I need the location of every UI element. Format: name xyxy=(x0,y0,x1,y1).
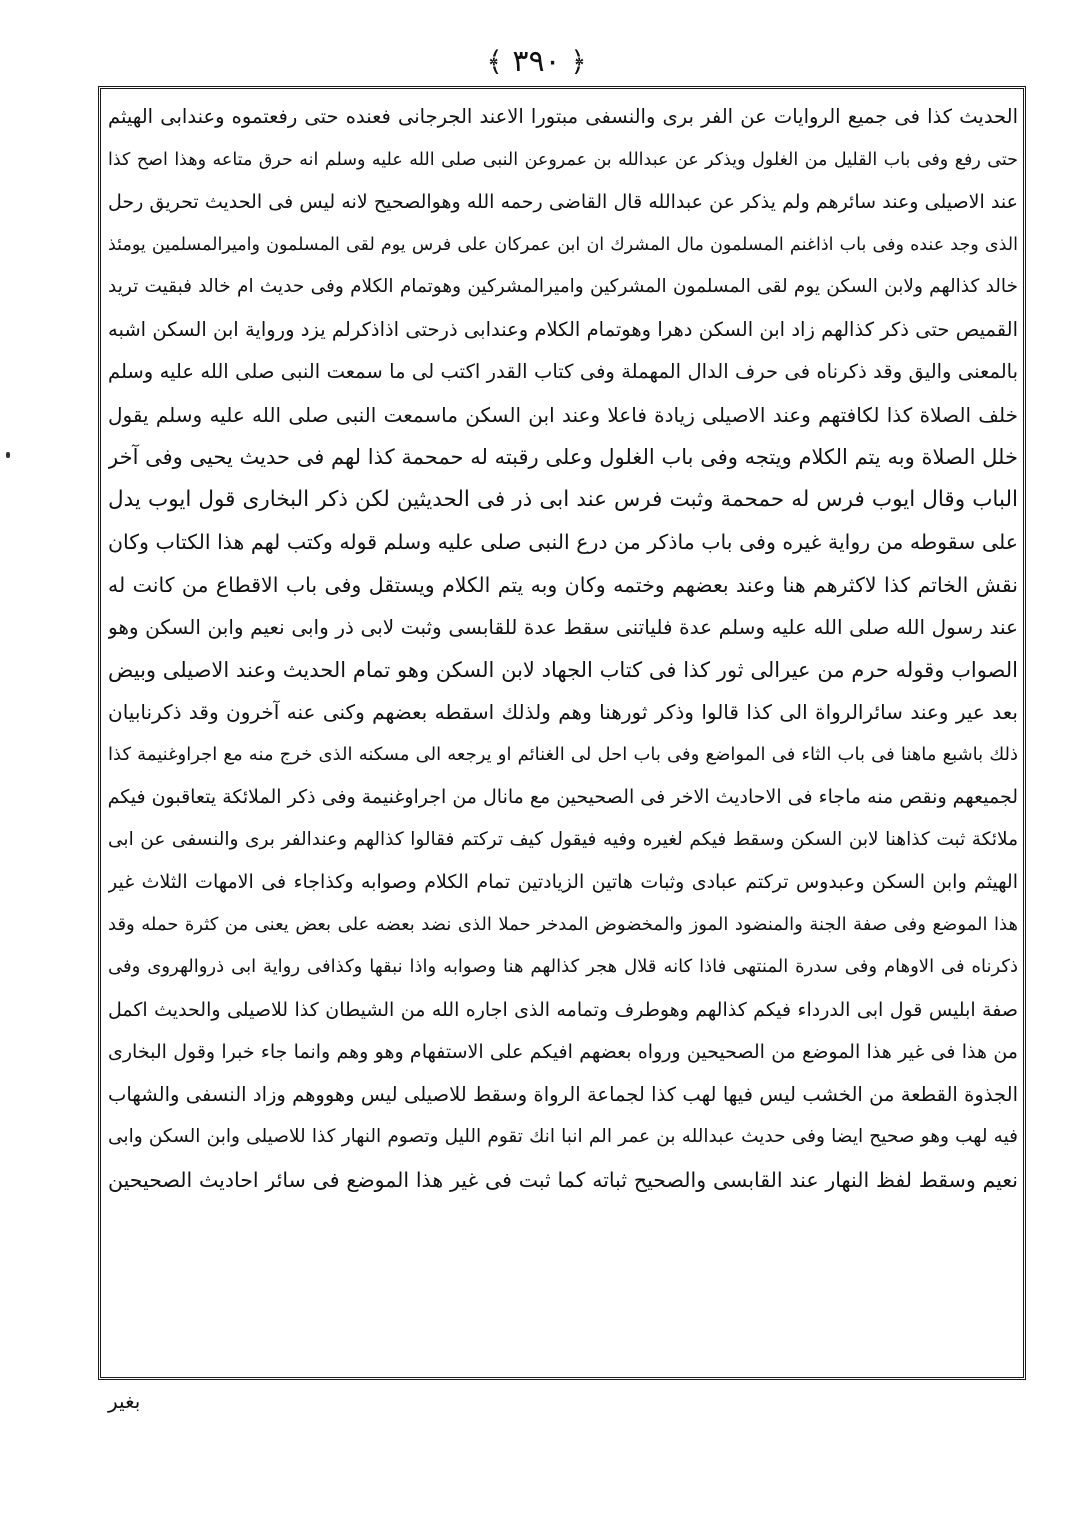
text-line: صفة ابليس قول ابى الدرداء فيكم كذالهم وهوطرف وتمامه الذى اجاره الله من الشيطان كذا للاصيلى والحديث اكمل xyxy=(108,998,1018,1021)
margin-mark xyxy=(6,452,10,458)
page-number-brace-close: ﴾ xyxy=(486,45,503,78)
text-line: عند رسول الله صلى الله عليه وسلم عدة فلياتنى سقط عدة للقابسى وثبت لابى ذر وابى نعيم وابن السكن وهو xyxy=(108,615,1018,639)
text-line: ذلك باشبع ماهنا فى باب الثاء فى المواضع وفى باب احل لى الغنائم او يرجعه الى مسكنه الذى خرج منه مع اجراوغنيمة كذا xyxy=(108,743,1018,765)
text-line: الباب وقال ايوب فرس له حمحمة وثبت فرس عند ابى ذر فى الحديثين لكن ذكر البخارى قول ايوب يدل xyxy=(108,486,1018,512)
text-line: نقش الخاتم كذا لاكثرهم هنا وعند بعضهم وختمه وكان وبه يتم الكلام ويستقل وفى باب الاقطاع من كانت له xyxy=(108,572,1018,597)
text-line: ذكرناه فى الاوهام وفى سدرة المنتهى فاذا كانه قلال هجر كذالهم هنا وصوابه واذا نبقها وكذافى رواية ابى ذروالهروى وفى xyxy=(108,956,1018,977)
text-line: الهيثم وابن السكن وعبدوس تركتم عبادى وثبات هاتين الزيادتين تمام الكلام وصوابه وكذاجاء فى الامهات الثلاث غير xyxy=(108,871,1018,893)
text-line: عند الاصيلى وعند سائرهم ولم يذكر عن عبدالله قال القاضى رحمه الله وهوالصحيح لانه ليس فى الحديث تحريق رحل xyxy=(108,191,1018,213)
text-line: خلف الصلاة كذا لكافتهم وعند الاصيلى زيادة فاعلا وعند ابن السكن ماسمعت النبى صلى الله عليه وسلم يقول xyxy=(108,402,1018,427)
page-number-value: ۳۹۰ xyxy=(512,44,561,79)
text-line: بعد عير وعند سائرالرواة الى كذا قالوا وذكر ثورهنا وهم ولذلك اسقطه بعضهم وكنى عنه آخرون وقد ذكرنابيان xyxy=(108,700,1018,724)
page-number-brace-open: ﴿ xyxy=(570,45,587,78)
text-line: ملائكة ثبت كذاهنا لابن السكن وسقط فيكم لغيره وفيه فيقول كيف تركتم فقالوا كذالهم وعندالفر برى والنسفى عن ابى xyxy=(108,828,1018,850)
text-line: الذى وجد عنده وفى باب اذاغنم المسلمون مال المشرك ان ابن عمركان على فرس يوم لقى المسلمون واميرالمسلمين يومئذ xyxy=(108,234,1018,255)
text-line: الصواب وقوله حرم من عيرالى ثور كذا فى كتاب الجهاد لابن السكن وهو تمام الحديث وعند الاصيلى وبيض xyxy=(108,657,1018,682)
page-number xyxy=(0,42,1073,82)
text-line: خلل الصلاة وبه يتم الكلام ويتجه وفى باب الغلول وعلى رقبته له حمحمة كذا لهم فى حديث يحيى وفى آخر xyxy=(108,445,1018,469)
text-line: الجذوة القطعة من الخشب ليس فيها لهب كذا لجماعة الرواة وسقط للاصيلى ليس وهووهم وزاد النسفى والشهاب xyxy=(108,1082,1018,1106)
catchword: بغير xyxy=(108,1389,141,1413)
text-line: فيه لهب وهو صحيح ايضا وفى حديث عبدالله بن عمر الم انبا انك تقوم الليل وتصوم النهار كذا للاصيلى وابن السكن وابى xyxy=(108,1126,1018,1147)
text-line: هذا الموضع وفى صفة الجنة والمنضود الموز والمخضوض المدخر حملا الذى نضد بعضه على بعض يعنى من كثرة حمله وقد xyxy=(108,913,1018,935)
text-line: من هذا فى غير هذا الموضع من الصحيحين ورواه بعضهم افيكم على الاستفهام وهو وهم وانما جاء خبرا وقول البخارى xyxy=(108,1041,1018,1063)
text-line: على سقوطه من رواية غيره وفى باب ماذكر من درع النبى صلى عليه وسلم قوله وكتب لهم هذا الكتاب وكان xyxy=(108,530,1018,554)
text-line: حتى رفع وفى باب القليل من الغلول ويذكر عن عبدالله بن عمروعن النبى صلى الله عليه وسلم انه حرق متاعه وهذا اصح كذا xyxy=(108,149,1018,170)
text-line: لجميعهم ونقص منه ماجاء فى الاحاديث الاخر فى الصحيحين مع مانال من اجراوغنيمة وفى ذكر الملائكة يتعاقبون فيكم xyxy=(108,786,1018,808)
text-line: القميص حتى ذكر كذالهم زاد ابن السكن دهرا وهوتمام الكلام وعندابى ذرحتى اذاذكرلم يزد ورواية ابن السكن اشبه xyxy=(108,317,1018,341)
text-line: نعيم وسقط لفظ النهار عند القابسى والصحيح ثباته كما ثبت فى غير هذا الموضع فى سائر احاديث الصحيحين xyxy=(108,1167,1018,1192)
main-text-block xyxy=(108,96,1018,1372)
text-line: الحديث كذا فى جميع الروايات عن الفر برى والنسفى مبتورا الاعند الجرجانى فعنده حتى رفعتموه وعندابى الهيثم xyxy=(108,105,1018,128)
text-line: بالمعنى واليق وقد ذكرناه فى حرف الدال المهملة وفى كتاب القدر اكتب لى ما سمعت النبى صلى الله عليه وسلم xyxy=(108,360,1018,383)
text-line: خالد كذالهم ولابن السكن يوم لقى المسلمون المشركين واميرالمشركين وهوتمام الكلام وفى حديث ام خالد فبقيت تريد xyxy=(108,276,1018,297)
